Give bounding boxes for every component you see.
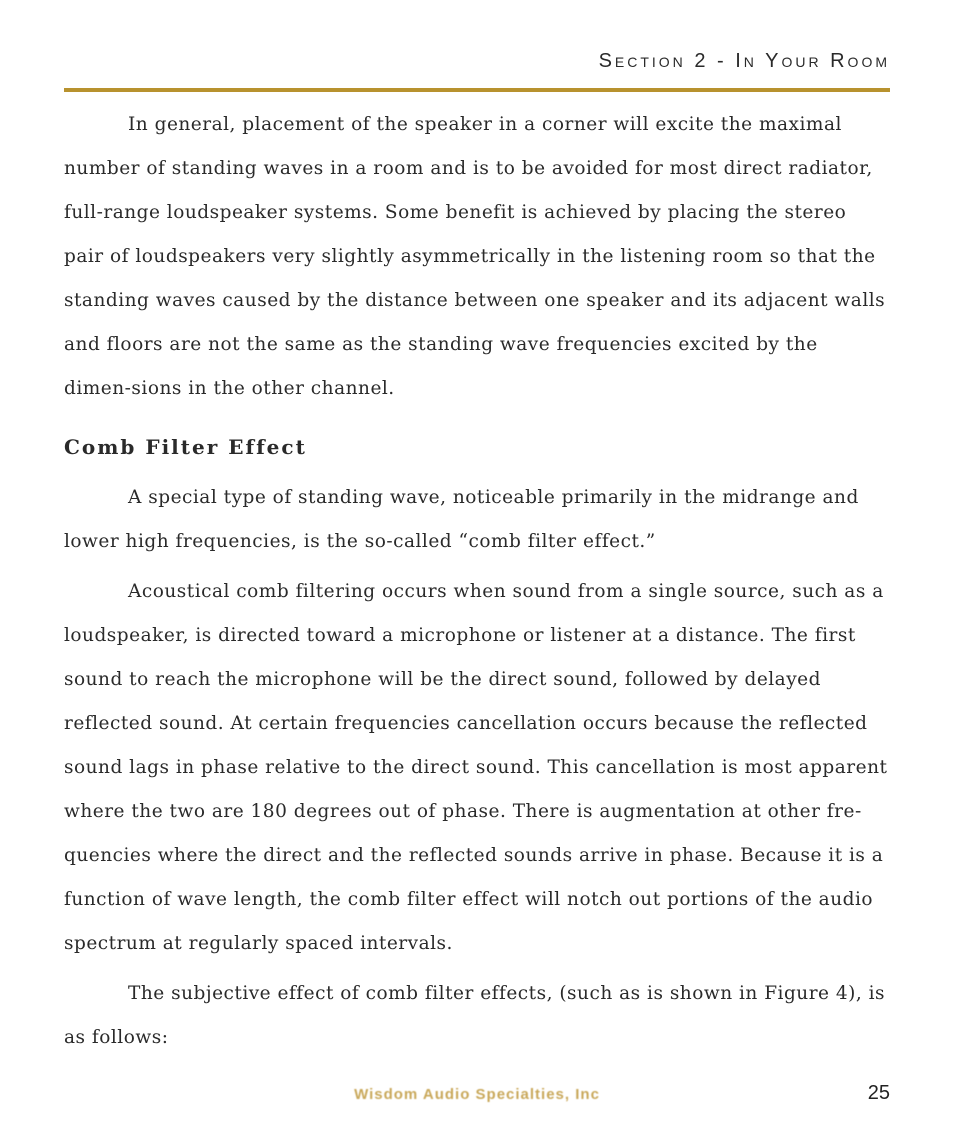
paragraph-comb-filtering: Acoustical comb filtering occurs when sound from a single source, such as a loudspeaker, is directed toward a microphone or listener at a distance. The first sound to reach the microphone will be the direct sound, followed by delayed reflected sound. At certain frequencies cancellation occurs because the reflected sound lags in phase relative to the direct sound. This cancellation is most apparent where the two are 180 degrees out of phase. There is augmentation at other fre-quencies where the direct and the reflected sounds arrive in phase. Because it is a function of wave length, the comb filter effect will notch out portions of the audio spectrum at regularly spaced intervals.	[64, 581, 888, 954]
paragraph-corner-placement: In general, placement of the speaker in a corner will excite the maximal number of standing waves in a room and is to be avoided for most direct radiator, full-range loudspeaker systems. Some benefit is achieved by placing the stereo pair of loudspeakers very slightly asymmetrically in the listening room so that the standing waves caused by the distance between one speaker and its adjacent walls and floors are not the same as the standing wave frequencies excited by the dimen-sions in the other channel.	[64, 114, 886, 399]
footer-company-name: Wisdom Audio Specialties, Inc	[354, 1086, 600, 1103]
section-header: Section 2 - In Your Room	[598, 50, 890, 72]
header-rule	[64, 88, 890, 92]
section-heading: Comb Filter Effect	[64, 435, 307, 459]
paragraph-standing-wave: A special type of standing wave, noticeable primarily in the midrange and lower high frequencies, is the so-called “comb filter effect.”	[64, 487, 859, 552]
page-number: 25	[867, 1082, 890, 1104]
page-content	[64, 103, 890, 1060]
paragraph-subjective-effect: The subjective effect of comb filter effects, (such as is shown in Figure 4), is as follows:	[64, 983, 886, 1048]
